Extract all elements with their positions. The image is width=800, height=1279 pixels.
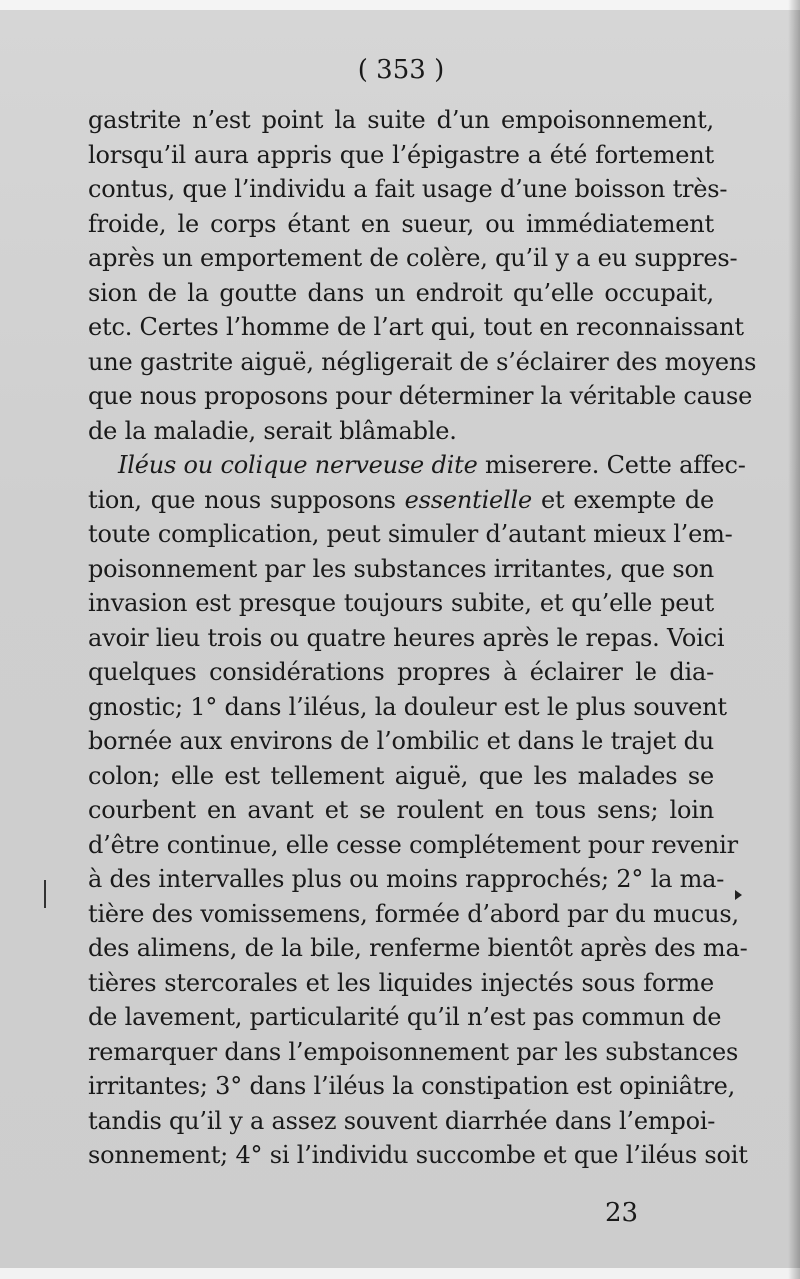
- text-line: contus, que l’individu a fait usage d’une boisson très-: [88, 175, 728, 203]
- text-span: miserere. Cette affec-: [477, 451, 746, 479]
- text-line: remarquer dans l’empoisonnement par les substances: [88, 1037, 739, 1066]
- text-line: à des intervalles plus ou moins rapprochés; 2° la ma-: [88, 865, 725, 893]
- text-line: sion de la goutte dans un endroit qu’elle occupait,: [88, 278, 714, 307]
- bottom-paper-edge: [0, 1268, 800, 1279]
- text-line: [88, 483, 714, 518]
- text-line: courbent en avant et se roulent en tous sens; loin: [88, 796, 714, 824]
- text-line: froide, le corps étant en sueur, ou immédiatement: [88, 209, 714, 238]
- text-line: etc. Certes l’homme de l’art qui, tout en reconnaissant: [88, 313, 744, 341]
- page-text-block: [88, 55, 757, 1173]
- text-line: une gastrite aiguë, négligerait de s’éclairer des moyens: [88, 347, 757, 376]
- text-line: invasion est presque toujours subite, et qu’elle peut: [88, 589, 714, 617]
- text-line: tandis qu’il y a assez souvent diarrhée dans l’empoi-: [88, 1106, 716, 1135]
- text-line: de lavement, particularité qu’il n’est pas commun de: [88, 1003, 722, 1031]
- text-line: des alimens, de la bile, renferme bientôt après des ma-: [88, 934, 748, 962]
- text-line: sonnement; 4° si l’individu succombe et que l’iléus soit: [88, 1141, 748, 1169]
- text-line: avoir lieu trois ou quatre heures après le repas. Voici: [88, 623, 725, 652]
- binding-shadow: [788, 0, 800, 1279]
- text-line: de la maladie, serait blâmable.: [88, 416, 457, 445]
- text-line: bornée aux environs de l’ombilic et dans le trajet du: [88, 727, 714, 755]
- text-line: après un emportement de colère, qu’il y a eu suppres-: [88, 244, 738, 272]
- text-line: tières stercorales et les liquides injectés sous forme: [88, 968, 714, 997]
- top-paper-edge: [0, 0, 800, 10]
- text-line: quelques considérations propres à éclairer le dia-: [88, 658, 714, 686]
- text-line: d’être continue, elle cesse complétement pour revenir: [88, 830, 738, 859]
- text-line: tière des vomissemens, formée d’abord par du mucus,: [88, 899, 739, 928]
- text-span: tion, que nous supposons: [88, 485, 405, 514]
- page-number: ( 353 ): [357, 55, 445, 85]
- margin-arrow-mark: [735, 890, 742, 900]
- text-span: et exempte de: [532, 485, 714, 514]
- italic-term: essentielle: [404, 485, 533, 514]
- text-line: irritantes; 3° dans l’iléus la constipation est opiniâtre,: [88, 1072, 736, 1100]
- text-line: gnostic; 1° dans l’iléus, la douleur est le plus souvent: [88, 692, 727, 721]
- margin-mark: [44, 880, 46, 908]
- text-line: lorsqu’il aura appris que l’épigastre a été fortement: [88, 140, 714, 169]
- signature-mark: 23: [605, 1198, 639, 1228]
- text-line: que nous proposons pour déterminer la véritable cause: [88, 382, 753, 410]
- text-line: toute complication, peut simuler d’autant mieux l’em-: [88, 520, 733, 548]
- text-line: colon; elle est tellement aiguë, que les malades se: [88, 761, 714, 790]
- text-line: poisonnement par les substances irritantes, que son: [88, 554, 714, 583]
- text-line: gastrite n’est point la suite d’un empoisonnement,: [88, 106, 714, 134]
- italic-heading: Iléus ou colique nerveuse dite: [118, 451, 478, 479]
- text-line-paragraph-start: [88, 448, 746, 483]
